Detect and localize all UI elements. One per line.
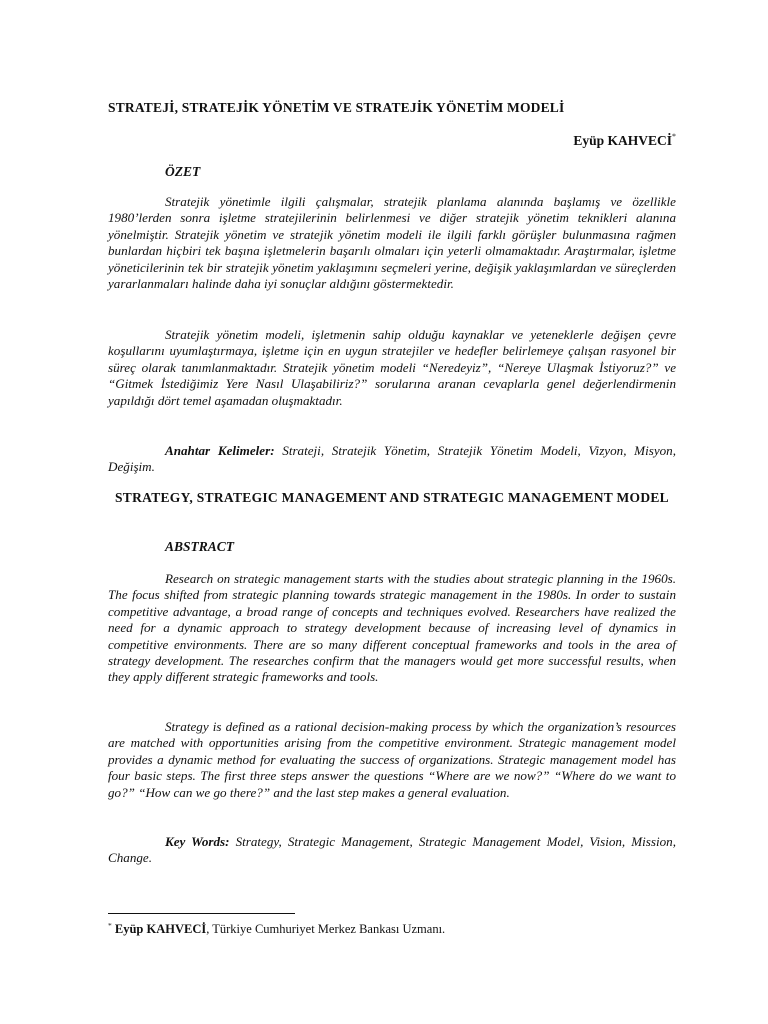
author-footnote-mark[interactable]: *: [672, 132, 676, 141]
ozet-keywords: [108, 443, 676, 476]
ozet-paragraph-1: Stratejik yönetimle ilgili çalışmalar, stratejik planlama alanında başlamış ve özellikle 1980’lerden sonra işletme stratejilerinin belirlenmesi ve diğer stratejik yönetim teknikleri alanına yönelmiştir. Stratejik yönetim ve stratejik yönetim modeli ile ilgili farklı görüşler bulunmasına rağmen bunlardan hiçbiri tek başına işletmelerin başarılı olmaları için yeterli olmamaktadır. Araştırmalar, işletme yöneticilerinin tek bir stratejik yönetim yaklaşımını seçmeleri yerine, değişik yaklaşımlardan ve süreçlerden yararlanmaları halinde daha iyi sonuçlar aldığını göstermektedir.: [108, 194, 676, 292]
footnote-author-name: Eyüp KAHVECİ: [111, 922, 207, 936]
abstract-keywords-label: Key Words:: [165, 834, 230, 849]
abstract-paragraph-2: Strategy is defined as a rational decision-making process by which the organization’s resources are matched with opportunities arising from the competitive environment. Strategic management model provides a dynamic method for evaluating the success of organizations. Strategic management model has four basic steps. The first three steps answer the questions “Where are we now?” “Where do we want to go?” “How can we go there?” and the last step makes a general evaluation.: [108, 719, 676, 800]
footnote: [108, 921, 445, 937]
paper-title-turkish: STRATEJİ, STRATEJİK YÖNETİM VE STRATEJİK YÖNETİM MODELİ: [108, 100, 565, 115]
author-name: Eyüp KAHVECİ: [573, 133, 672, 148]
ozet-paragraph-2: Stratejik yönetim modeli, işletmenin sahip olduğu kaynaklar ve yeteneklerle değişen çevre koşullarını uyumlaştırmaya, işletme için en uygun stratejiler ve hedefler belirlemeye çalışan rasyonel bir süreç olarak tanımlanmaktadır. Stratejik yönetim modeli “Neredeyiz”, “Nereye Ulaşmak İstiyoruz?” ve “Gitmek İstediğimiz Yere Nasıl Ulaşabiliriz?” sorularına aranan cevaplarla genel değerlendirmenin yapıldığı dört temel aşamadan oluşmaktadır.: [108, 327, 676, 408]
footnote-text: , Türkiye Cumhuriyet Merkez Bankası Uzmanı.: [206, 922, 446, 936]
ozet-heading: ÖZET: [165, 164, 201, 179]
author-line: [573, 132, 676, 149]
paper-title-english: STRATEGY, STRATEGIC MANAGEMENT AND STRATEGIC MANAGEMENT MODEL: [114, 490, 669, 505]
footnote-divider: [108, 913, 295, 914]
abstract-paragraph-1: Research on strategic management starts with the studies about strategic planning in the 1960s. The focus shifted from strategic planning towards strategic management in the 1980s. In order to sustain competitive advantage, a broad range of concepts and techniques evolved. Researchers have realized the need for a dynamic approach to strategy development because of increasing level of dynamics in competitive environments. There are so many different conceptual frameworks and tools in the area of strategy development. The researches confirm that the managers would get more successful results, when they apply different strategic frameworks and tools.: [108, 571, 676, 685]
ozet-keywords-label: Anahtar Kelimeler:: [165, 443, 275, 458]
abstract-keywords-text: Strategy, Strategic Management, Strategic Management Model, Vision, Mission, Change.: [108, 834, 677, 866]
abstract-keywords: [108, 834, 676, 867]
abstract-heading: ABSTRACT: [165, 539, 235, 554]
ozet-keywords-text: Strateji, Stratejik Yönetim, Stratejik Yönetim Modeli, Vizyon, Misyon, Değişim.: [108, 443, 676, 475]
footnote-mark: *: [108, 921, 112, 930]
